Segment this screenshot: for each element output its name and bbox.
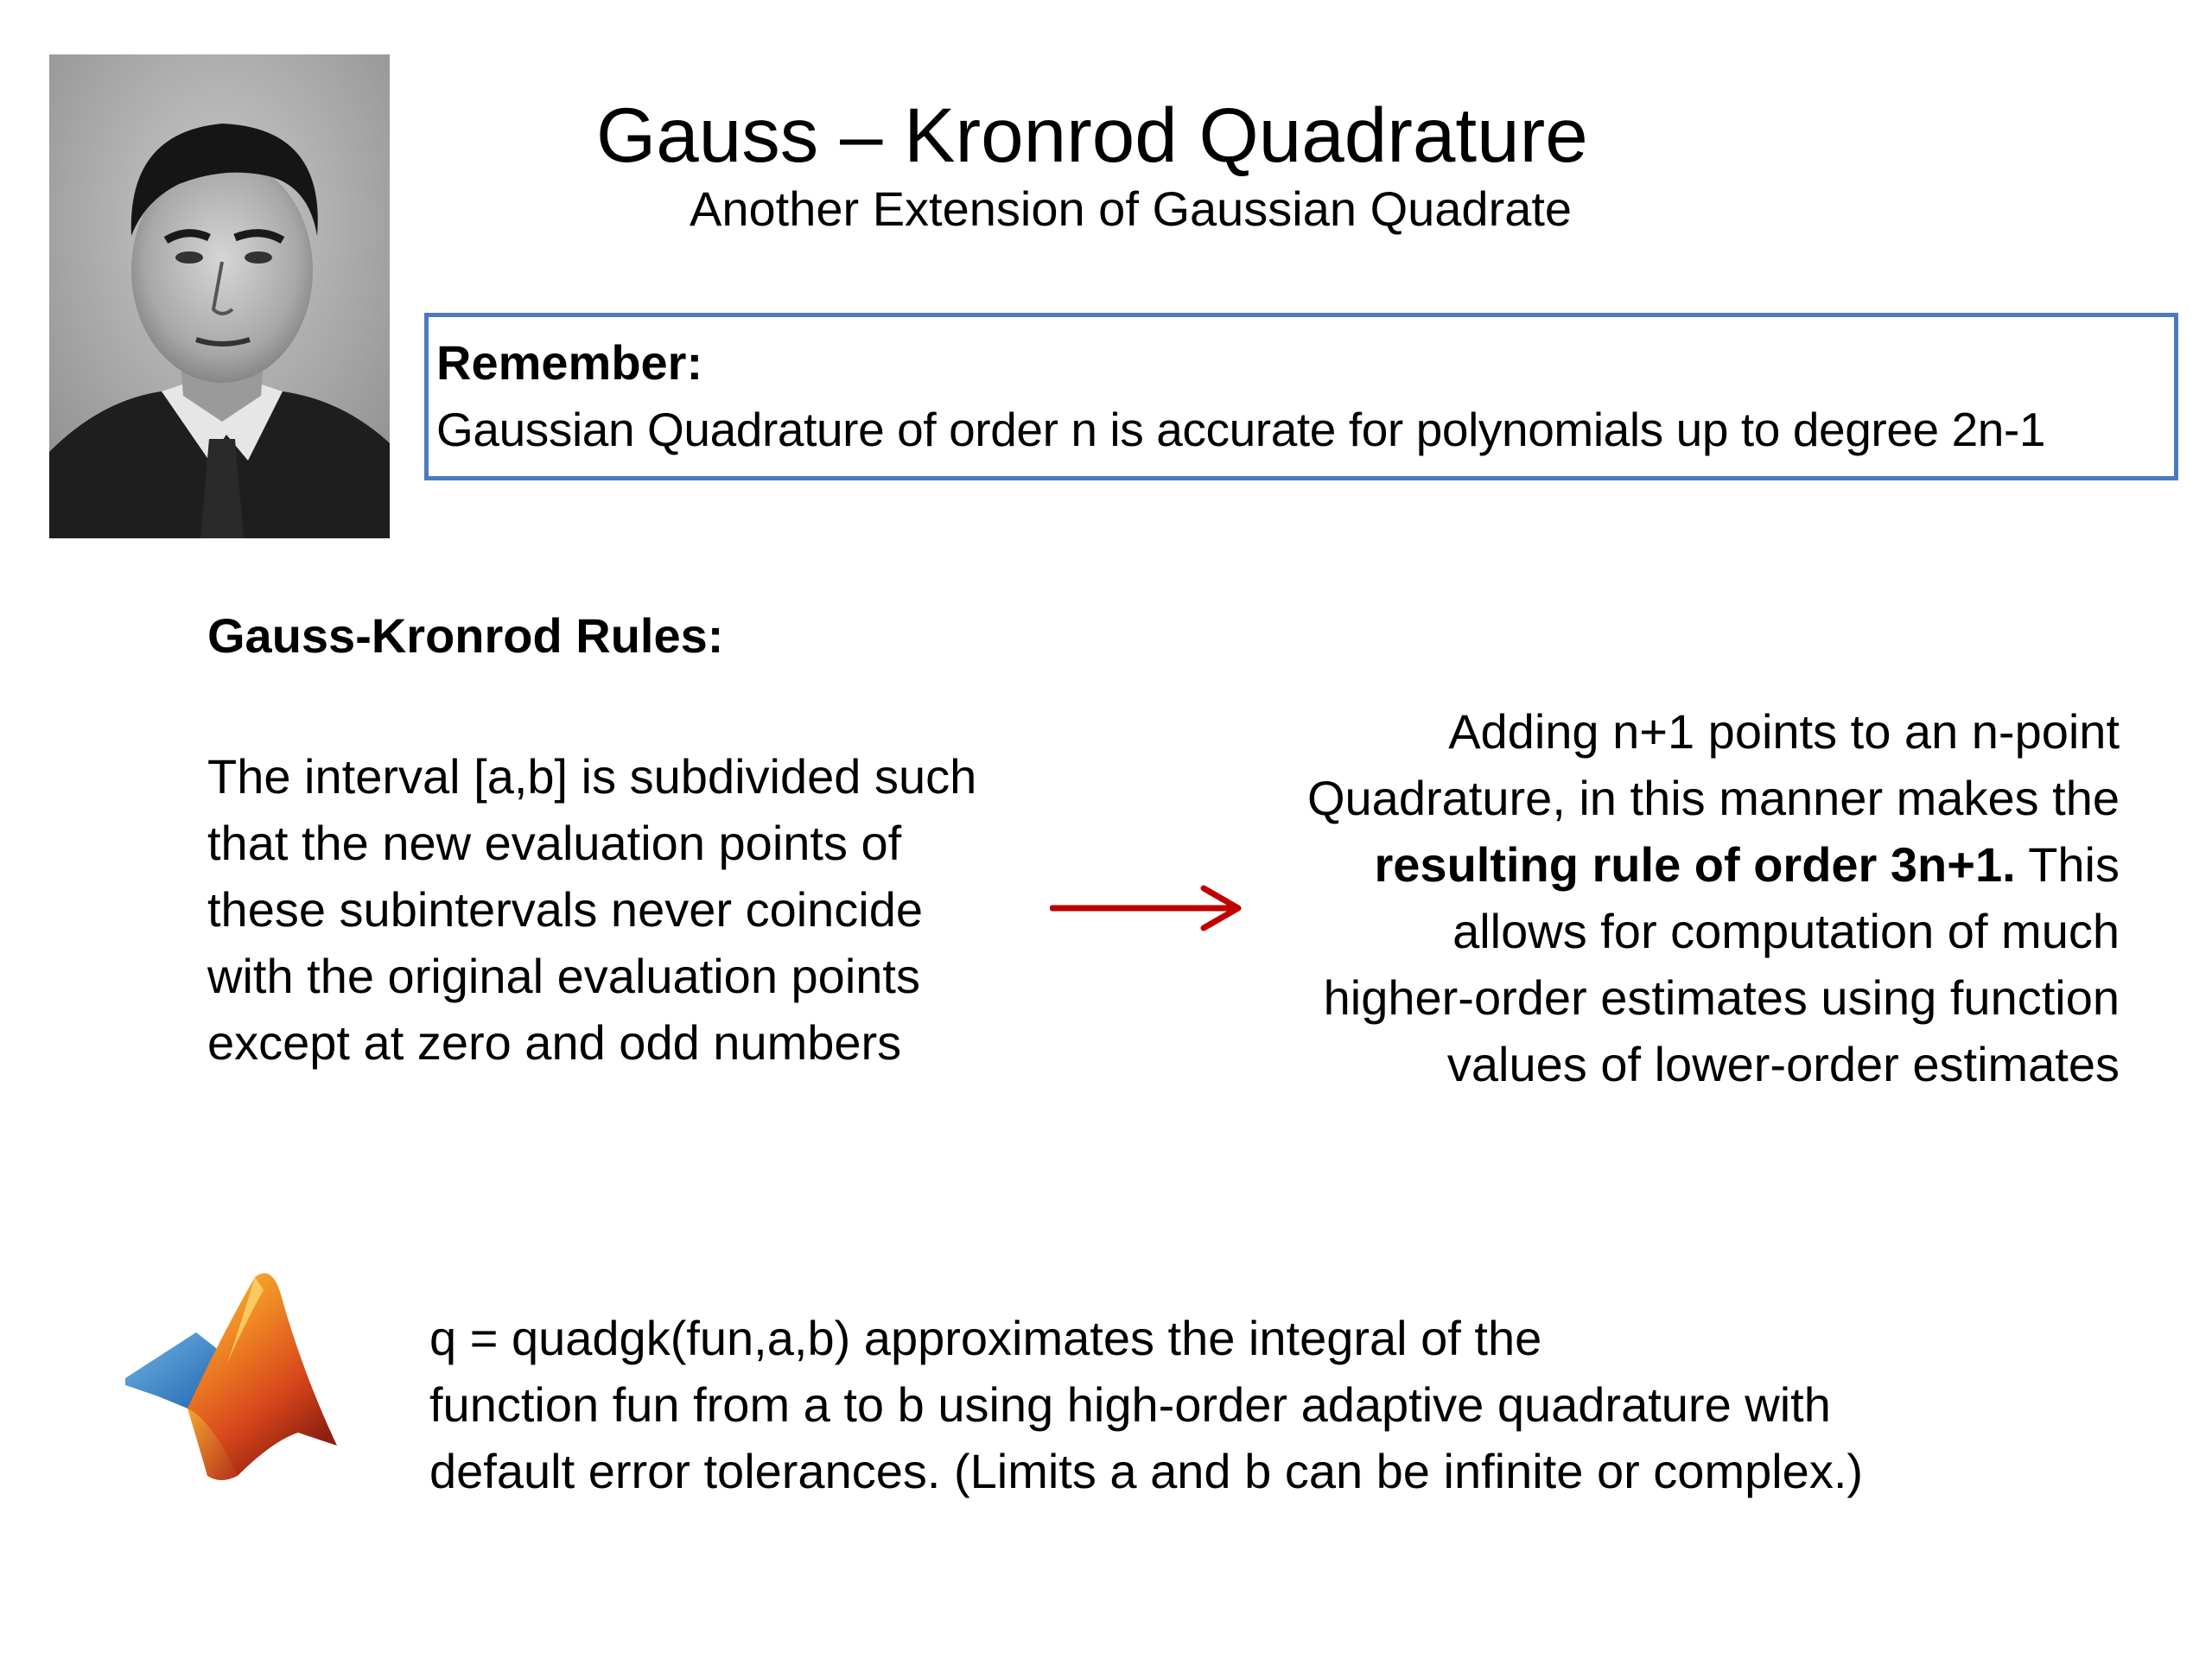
rules-heading: Gauss-Kronrod Rules: [207,608,724,663]
rules-line: these subintervals never coincide [207,882,924,937]
remember-box [424,313,2178,480]
quadgk-line: function fun from a to b using high-order adaptive quadrature with [429,1377,1831,1432]
result-line: values of lower-order estimates [1446,1037,2120,1091]
remember-text: Gaussian Quadrature of order n is accurate for polynomials up to degree 2n-1 [436,403,2046,456]
page-title: Gauss – Kronrod Quadrature [596,92,1588,178]
quadgk-line: q = quadgk(fun,a,b) approximates the integral of the [429,1311,1542,1365]
matlab-logo [125,1268,337,1483]
result-paragraph [1307,698,2120,1097]
rules-line: except at zero and odd numbers [207,1015,902,1070]
rules-line: The interval [a,b] is subdivided such [207,749,977,804]
rules-line: that the new evaluation points of [207,816,902,870]
rules-paragraph [207,743,976,1076]
portrait-photo [49,54,390,538]
page-subtitle: Another Extension of Gaussian Quadrate [690,181,1573,236]
result-line: allows for computation of much [1452,904,2120,958]
remember-heading: Remember: [436,335,703,390]
right-arrow-icon [1050,885,1244,931]
result-line: Adding n+1 points to an n-point [1448,704,2120,759]
result-line: higher-order estimates using function [1323,970,2120,1025]
result-line-rest: This [2015,837,2120,892]
result-line: Quadrature, in this manner makes the [1306,771,2120,825]
quadgk-line: default error tolerances. (Limits a and b can be infinite or complex.) [429,1444,1864,1498]
quadgk-description [429,1305,1863,1504]
result-emphasis: resulting rule of order 3n+1. [1374,837,2016,892]
result-line [1307,831,2120,898]
rules-line: with the original evaluation points [207,949,920,1003]
